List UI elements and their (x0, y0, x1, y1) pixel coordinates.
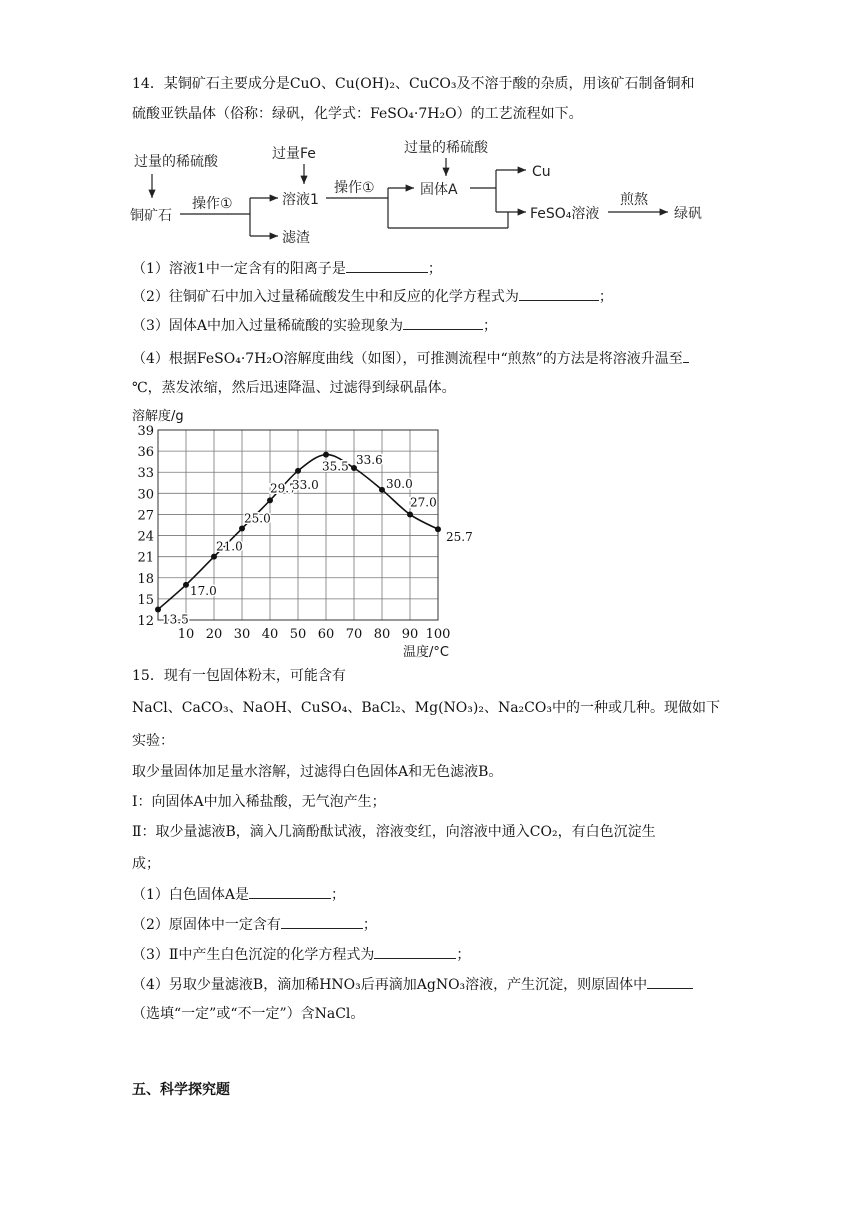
data-label: 33.0 (292, 477, 319, 492)
y-tick-label: 12 (137, 614, 154, 629)
y-tick-label: 33 (137, 466, 154, 482)
flow-solidA: 固体A (420, 182, 458, 198)
q15-sub1: （1）白色固体A是 ； (132, 884, 345, 905)
q14-sub4-line1: （4）根据FeSO₄·7H₂O溶解度曲线（如图），可推测流程中“煎熬”的方法是将溶液升温至 (132, 348, 689, 369)
answer-blank[interactable] (249, 884, 331, 899)
y-tick-label: 36 (137, 445, 154, 461)
q15-step2-line1: Ⅱ：取少量滤液B，滴入几滴酚酞试液，溶液变红，向溶液中通入CO₂，有白色沉淀生 (132, 824, 656, 840)
data-point (295, 468, 301, 474)
y-tick-label: 39 (137, 424, 154, 439)
data-point (323, 452, 329, 458)
x-axis-label: 温度/°C (403, 645, 449, 660)
x-tick-label: 60 (317, 627, 335, 642)
answer-blank[interactable] (647, 974, 693, 989)
answer-blank[interactable] (519, 286, 599, 301)
data-label: 27.0 (410, 495, 437, 510)
flow-reagent2: 过量的稀硫酸 (404, 140, 488, 156)
flow-ore: 铜矿石 (130, 208, 172, 224)
data-point (267, 497, 273, 503)
y-tick-label: 27 (137, 508, 154, 524)
answer-blank[interactable] (346, 258, 428, 273)
flow-product: 绿矾 (674, 206, 702, 222)
q14-sub2: （2）往铜矿石中加入过量稀硫酸发生中和反应的化学方程式为 ； (132, 286, 613, 307)
data-label: 30.0 (386, 476, 413, 491)
answer-blank[interactable] (403, 315, 483, 330)
flow-op2: 操作① (334, 180, 375, 196)
data-point (211, 554, 217, 560)
flow-cu: Cu (532, 164, 551, 180)
x-tick-label: 40 (261, 627, 279, 642)
data-label: 35.5 (322, 459, 349, 474)
answer-blank[interactable] (281, 914, 363, 929)
x-tick-label: 80 (373, 627, 391, 642)
data-point (155, 606, 161, 612)
data-point (183, 582, 189, 588)
x-tick-label: 90 (401, 627, 419, 642)
q15-step0: 取少量固体加足量水溶解，过滤得白色固体A和无色滤液B。 (132, 764, 503, 780)
answer-blank[interactable] (374, 944, 456, 959)
solubility-chart (128, 406, 473, 660)
data-point (379, 487, 385, 493)
data-label: 25.0 (244, 511, 271, 526)
data-label: 21.0 (216, 539, 243, 554)
y-tick-label: 15 (137, 592, 154, 608)
data-point (239, 526, 245, 532)
q15-stem-line2: NaCl、CaCO₃、NaOH、CuSO₄、BaCl₂、Mg(NO₃)₂、Na₂CO₃中的一种或几种。现做如下 (132, 700, 720, 716)
q14-sub3: （3）固体A中加入过量稀硫酸的实验现象为 ； (132, 315, 497, 336)
q15-stem-line1: 15．现有一包固体粉末，可能含有 (132, 668, 346, 684)
flow-boil: 煎熬 (620, 192, 648, 208)
flow-reagent1: 过量的稀硫酸 (134, 154, 218, 170)
y-tick-label: 21 (137, 550, 154, 566)
q15-sub4-line1: （4）另取少量滤液B，滴加稀HNO₃后再滴加AgNO₃溶液，产生沉淀，则原固体中 (132, 974, 693, 995)
q15-step2-line2: 成； (132, 856, 160, 872)
y-tick-label: 30 (137, 487, 154, 503)
q15-sub2: （2）原固体中一定含有 ； (132, 914, 377, 935)
q15-sub3: （3）Ⅱ中产生白色沉淀的化学方程式为 ； (132, 944, 470, 965)
x-tick-label: 30 (233, 627, 251, 642)
q15-stem-line3: 实验： (132, 733, 174, 749)
data-label: 17.0 (190, 583, 217, 598)
flow-op1: 操作① (192, 196, 233, 212)
y-tick-label: 24 (137, 529, 154, 545)
section-title: 五、科学探究题 (132, 1082, 230, 1098)
flow-feso4: FeSO₄溶液 (530, 206, 600, 222)
data-point (407, 511, 413, 517)
flow-residue: 滤渣 (282, 230, 310, 246)
data-label: 33.6 (356, 453, 383, 467)
answer-blank[interactable] (683, 348, 689, 363)
x-tick-label: 50 (289, 627, 307, 642)
x-tick-label: 20 (205, 627, 223, 642)
x-tick-label: 10 (177, 627, 195, 642)
data-label: 29.7 (270, 481, 297, 496)
x-tick-label: 70 (345, 627, 363, 642)
q14-stem-line1: 14．某铜矿石主要成分是CuO、Cu(OH)₂、CuCO₃及不溶于酸的杂质，用该矿石制备铜和 (132, 76, 695, 92)
flow-solution1: 溶液1 (282, 192, 319, 208)
process-flow-diagram (128, 140, 728, 250)
q14-sub4-line2: ℃，蒸发浓缩，然后迅速降温、过滤得到绿矾晶体。 (132, 380, 456, 396)
flow-reagent-fe: 过量Fe (272, 146, 316, 162)
y-axis-label: 溶解度/g (132, 409, 184, 424)
q15-sub4-line2: （选填“一定”或“不一定”）含NaCl。 (132, 1006, 365, 1022)
data-label: 25.7 (446, 530, 473, 545)
data-point (435, 526, 441, 532)
y-tick-label: 18 (137, 571, 154, 587)
q14-sub1: （1）溶液1中一定含有的阳离子是 ； (132, 258, 442, 279)
q14-stem-line2: 硫酸亚铁晶体（俗称：绿矾，化学式：FeSO₄·7H₂O）的工艺流程如下。 (132, 106, 583, 122)
x-tick-label: 100 (425, 627, 451, 642)
q15-step1: Ⅰ：向固体A中加入稀盐酸，无气泡产生； (132, 794, 386, 810)
data-label: 13.5 (162, 612, 189, 627)
